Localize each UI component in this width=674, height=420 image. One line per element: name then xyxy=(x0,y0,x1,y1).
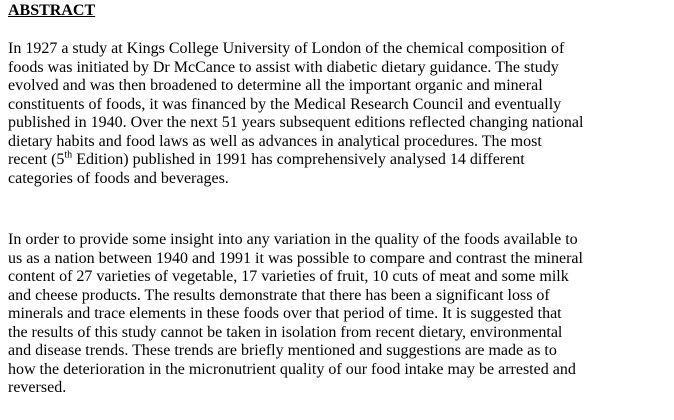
paragraph-line: and cheese products. The results demonstrate that there has been a significant loss of xyxy=(8,286,550,304)
paragraph-line: In 1927 a study at Kings College University of London of the chemical composition of xyxy=(8,40,565,57)
paragraph-line: constituents of foods, it was financed by the Medical Research Council and eventually xyxy=(8,95,562,113)
abstract-paragraph-1 xyxy=(8,40,583,188)
abstract-paragraph-2 xyxy=(8,231,583,398)
paragraph-line: published in 1940. Over the next 51 years subsequent editions reflected changing national xyxy=(8,114,584,131)
abstract-page xyxy=(8,0,668,396)
paragraph-line: evolved and was then broadened to determine all the important organic and mineral xyxy=(8,77,543,94)
paragraph-line: categories of foods and beverages. xyxy=(8,169,229,187)
paragraph-line: and disease trends. These trends are briefly mentioned and suggestions are made as to xyxy=(8,342,557,359)
paragraph-line: the results of this study cannot be taken in isolation from recent dietary, environmental xyxy=(8,323,563,341)
paragraph-line: minerals and trace elements in these foods over that period of time. It is suggested that xyxy=(8,305,562,322)
paragraph-line: reversed. xyxy=(8,379,67,396)
paragraph-line: how the deterioration in the micronutrient quality of our food intake may be arrested and xyxy=(8,360,576,378)
abstract-heading: ABSTRACT xyxy=(8,2,96,19)
paragraph-line xyxy=(8,151,583,170)
paragraph-line: content of 27 varieties of vegetable, 17 varieties of fruit, 10 cuts of meat and some milk xyxy=(8,268,569,285)
paragraph-line: us as a nation between 1940 and 1991 it was possible to compare and contrast the mineral xyxy=(8,249,583,267)
line-text: recent (5 xyxy=(8,151,65,168)
line-text: Edition) published in 1991 has comprehensively analysed 14 different xyxy=(72,151,525,168)
paragraph-line: dietary habits and food laws as well as advances in analytical procedures. The most xyxy=(8,132,542,150)
edition-superscript: th xyxy=(64,149,73,161)
paragraph-line: foods was initiated by Dr McCance to assist with diabetic dietary guidance. The study xyxy=(8,58,559,76)
paragraph-line: In order to provide some insight into any variation in the quality of the foods available to xyxy=(8,231,578,248)
